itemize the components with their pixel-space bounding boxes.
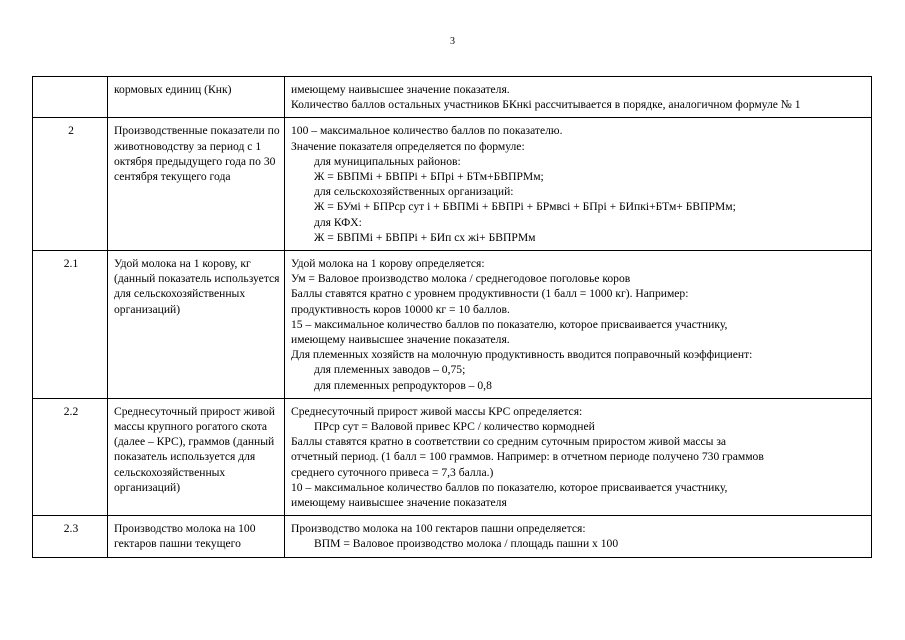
row-description bbox=[285, 118, 872, 251]
description-line: для муниципальных районов: bbox=[314, 154, 461, 168]
description-line: отчетный период. (1 балл = 100 граммов. Например: в отчетном периоде получено 730 граммов bbox=[291, 450, 764, 464]
page-number: 3 bbox=[450, 36, 455, 47]
description-line: продуктивность коров 10000 кг = 10 баллов. bbox=[291, 302, 510, 316]
description-line: для сельскохозяйственных организаций: bbox=[314, 185, 514, 199]
description-line: 100 – максимальное количество баллов по показателю. bbox=[291, 124, 563, 138]
row-description bbox=[285, 516, 872, 557]
row-number: 2 bbox=[33, 118, 108, 251]
row-number: 2.2 bbox=[33, 398, 108, 515]
description-line: среднего суточного привеса = 7,3 балла.) bbox=[291, 465, 494, 479]
row-indicator-name: Среднесуточный прирост живой массы крупного рогатого скота (далее – КРС), граммов (данный показатель используется для сельскохозяйственных организаций) bbox=[108, 398, 285, 515]
row-number: 2.3 bbox=[33, 516, 108, 557]
table-row bbox=[33, 251, 872, 399]
table-row bbox=[33, 77, 872, 118]
description-line: Среднесуточный прирост живой массы КРС определяется: bbox=[291, 404, 583, 418]
row-number: 2.1 bbox=[33, 251, 108, 399]
description-line: для племенных заводов – 0,75; bbox=[314, 363, 466, 377]
description-line: Ж = БВПМi + БВПРi + БИп сх жi+ БВПРМм bbox=[314, 230, 536, 244]
row-description bbox=[285, 251, 872, 399]
description-line: Баллы ставятся кратно с уровнем продуктивности (1 балл = 1000 кг). Например: bbox=[291, 287, 689, 301]
description-line: ВПМ = Валовое производство молока / площадь пашни х 100 bbox=[314, 537, 619, 551]
table-row bbox=[33, 516, 872, 557]
description-line: Количество баллов остальных участников БКнкi рассчитывается в порядке, аналогичном формуле № 1 bbox=[291, 98, 801, 112]
row-indicator-name: кормовых единиц (Кнк) bbox=[108, 77, 285, 118]
description-line: Для племенных хозяйств на молочную продуктивность вводится поправочный коэффициент: bbox=[291, 348, 753, 362]
description-line: Ж = БВПМi + БВПРi + БПрi + БТм+БВПРМм; bbox=[314, 170, 544, 184]
row-description bbox=[285, 398, 872, 515]
description-line: 15 – максимальное количество баллов по показателю, которое присваивается участнику, bbox=[291, 317, 728, 331]
table-row bbox=[33, 398, 872, 515]
row-description bbox=[285, 77, 872, 118]
description-line: Удой молока на 1 корову определяется: bbox=[291, 257, 485, 271]
description-line: Значение показателя определяется по формуле: bbox=[291, 139, 525, 153]
description-line: имеющему наивысшее значение показателя. bbox=[291, 333, 510, 347]
table-body bbox=[33, 77, 872, 558]
description-line: Ум = Валовое производство молока / среднегодовое поголовье коров bbox=[291, 272, 631, 286]
row-indicator-name: Производство молока на 100 гектаров пашни текущего bbox=[108, 516, 285, 557]
row-indicator-name: Производственные показатели по животноводству за период с 1 октября предыдущего года по 30 сентября текущего года bbox=[108, 118, 285, 251]
row-number bbox=[33, 77, 108, 118]
row-indicator-name: Удой молока на 1 корову, кг (данный показатель используется для сельскохозяйственных организаций) bbox=[108, 251, 285, 399]
description-line: ПРср сут = Валовой привес КРС / количество кормодней bbox=[314, 420, 595, 434]
description-line: имеющему наивысшее значение показателя bbox=[291, 496, 507, 510]
description-line: Производство молока на 100 гектаров пашни определяется: bbox=[291, 522, 586, 536]
description-line: Баллы ставятся кратно в соответствии со средним суточным приростом живой массы за bbox=[291, 435, 727, 449]
description-line: для племенных репродукторов – 0,8 bbox=[314, 378, 492, 392]
description-line: Ж = БУмi + БПРср сут i + БВПМi + БВПРi + БРмвсi + БПрi + БИпкi+БТм+ БВПРМм; bbox=[314, 200, 736, 214]
description-line: 10 – максимальное количество баллов по показателю, которое присваивается участнику, bbox=[291, 480, 728, 494]
table-row bbox=[33, 118, 872, 251]
description-line: имеющему наивысшее значение показателя. bbox=[291, 83, 510, 96]
criteria-table bbox=[32, 76, 872, 558]
description-line: для КФХ: bbox=[314, 215, 362, 229]
